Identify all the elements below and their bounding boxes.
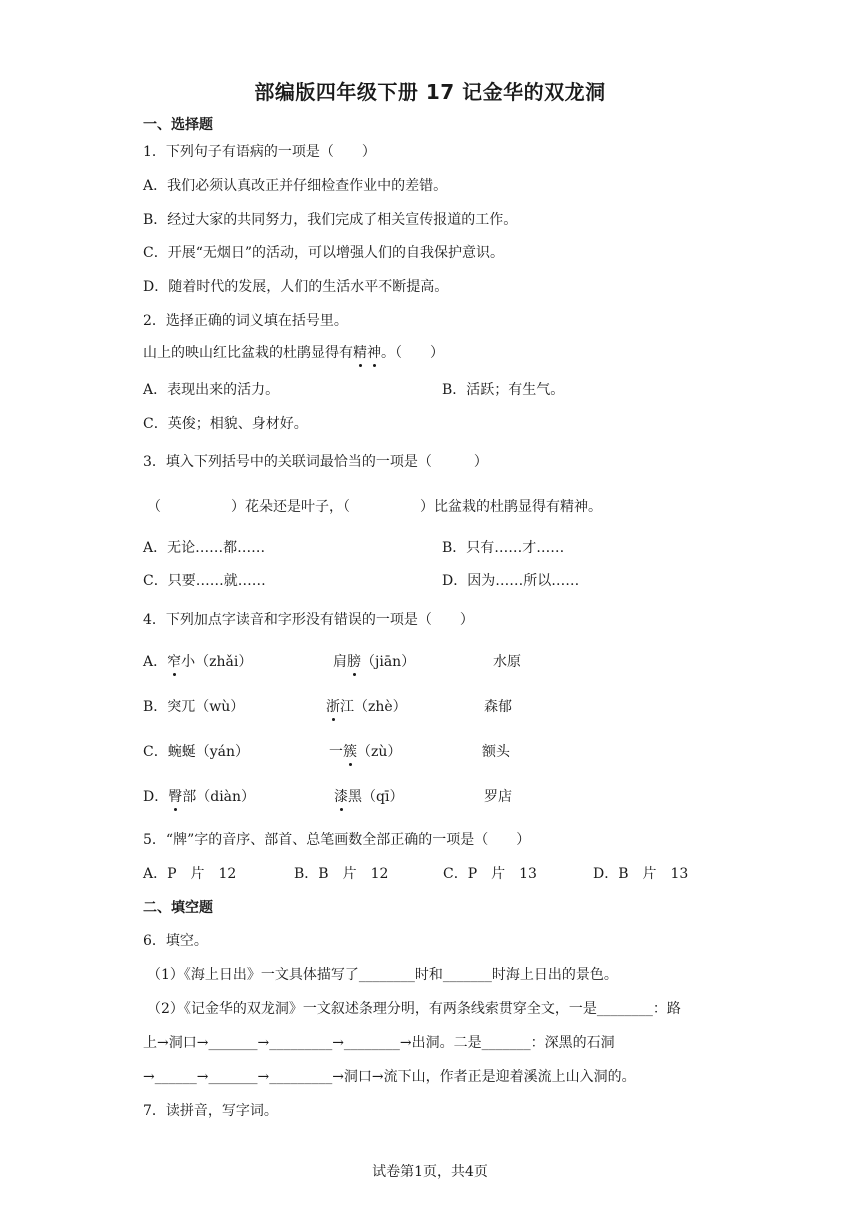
q4-row-d-word-2 xyxy=(334,786,403,806)
page-title: 部编版四年级下册 17 记金华的双龙洞 xyxy=(254,80,606,104)
q6-line-4: →______→_______→_________→洞口→流下山，作者正是迎着溪流上山入洞的。 xyxy=(143,1069,636,1085)
q4-word-1: 突兀（wù） xyxy=(167,699,245,715)
q4-row-c xyxy=(143,741,249,761)
q4-row-d xyxy=(143,786,255,806)
q2-sentence-pre: 山上的映山红比盆栽的杜鹃显得有 xyxy=(143,345,353,361)
q1-option-d: D．随着时代的发展，人们的生活水平不断提高。 xyxy=(143,279,449,295)
q5-option-d: D．B 片 13 xyxy=(593,866,689,882)
q3-option-b: B．只有……才…… xyxy=(442,540,565,556)
q3-option-d: D．因为……所以…… xyxy=(442,573,580,589)
q4-row-label: C． xyxy=(143,744,168,760)
q2-option-a: A．表现出来的活力。 xyxy=(143,382,280,398)
q2-dotted-char-2: 神 xyxy=(367,342,381,362)
q4-dotted-char: 膀 xyxy=(347,651,361,671)
q1-option-b: B．经过大家的共同努力，我们完成了相关宣传报道的工作。 xyxy=(143,212,518,228)
q4-word-1: 蜿蜒（yán） xyxy=(167,744,249,760)
q4-stem: 4．下列加点字读音和字形没有错误的一项是（ ） xyxy=(143,612,474,628)
q4-word-2-rest: （zù） xyxy=(357,744,402,760)
q4-row-c-word-3: 额头 xyxy=(482,744,510,760)
q4-word-2-rest: 黑（qī） xyxy=(348,789,404,805)
q3-option-a: A．无论……都…… xyxy=(143,540,266,556)
q1-stem: 1．下列句子有语病的一项是（ ） xyxy=(143,144,376,160)
q4-dotted-char: 漆 xyxy=(334,786,348,806)
q4-word-2-rest: 江（zhè） xyxy=(340,699,407,715)
q4-row-label: D． xyxy=(143,789,169,805)
q4-word-2-rest: （jiān） xyxy=(361,654,416,670)
q4-word-2-pre: 肩 xyxy=(333,654,347,670)
q2-sentence xyxy=(143,342,444,362)
q6-line-2: （2）《记金华的双龙洞》一文叙述条理分明，有两条线索贯穿全文，一是________：路 xyxy=(147,1001,681,1017)
q5-stem: 5．“牌”字的音序、部首、总笔画数全部正确的一项是（ ） xyxy=(143,832,531,848)
q6-line-1: （1）《海上日出》一文具体描写了________时和_______时海上日出的景色。 xyxy=(147,967,618,983)
q4-row-label: B． xyxy=(143,699,168,715)
q5-option-b: B．B 片 12 xyxy=(294,866,389,882)
q4-row-a xyxy=(143,651,252,671)
q4-dotted-char: 臀 xyxy=(168,786,182,806)
q4-row-label: A． xyxy=(143,654,168,670)
q4-row-c-word-2 xyxy=(329,741,401,761)
q4-row-b-word-2 xyxy=(326,696,407,716)
q3-option-c: C．只要……就…… xyxy=(143,573,266,589)
q4-dotted-char: 浙 xyxy=(326,696,340,716)
q4-word-2-pre: 一 xyxy=(329,744,343,760)
q6-stem: 6．填空。 xyxy=(143,933,208,949)
q2-sentence-post: 。（ ） xyxy=(381,345,444,361)
q5-option-a: A．P 片 12 xyxy=(143,866,237,882)
q7-stem: 7．读拼音，写字词。 xyxy=(143,1103,278,1119)
q2-stem: 2．选择正确的词义填在括号里。 xyxy=(143,313,348,329)
q4-row-b xyxy=(143,696,244,716)
q4-row-d-word-3: 罗店 xyxy=(484,789,512,805)
q4-word-1: 部（diàn） xyxy=(182,789,256,805)
q2-option-c: C．英俊；相貌、身材好。 xyxy=(143,416,308,432)
q3-sentence: （ ）花朵还是叶子，（ ）比盆栽的杜鹃显得有精神。 xyxy=(147,499,602,515)
q4-dotted-char: 簇 xyxy=(343,741,357,761)
q5-option-c: C．P 片 13 xyxy=(443,866,537,882)
q1-option-c: C．开展“无烟日”的活动，可以增强人们的自我保护意识。 xyxy=(143,245,505,261)
q4-row-a-word-3: 水原 xyxy=(493,654,521,670)
section-heading-choice: 一、选择题 xyxy=(143,117,213,133)
section-heading-fill: 二、填空题 xyxy=(143,900,213,916)
q6-line-3: 上→洞口→_______→_________→________→出洞。二是_______：深黑的石洞 xyxy=(143,1035,615,1051)
q2-dotted-char-1: 精 xyxy=(353,342,367,362)
q4-word-1: 小（zhǎi） xyxy=(181,654,253,670)
q4-row-a-word-2 xyxy=(333,651,415,671)
q1-option-a: A．我们必须认真改正并仔细检查作业中的差错。 xyxy=(143,178,448,194)
q2-option-b: B．活跃；有生气。 xyxy=(442,382,565,398)
q3-stem: 3．填入下列括号中的关联词最恰当的一项是（ ） xyxy=(143,454,488,470)
q4-row-b-word-3: 森郁 xyxy=(484,699,512,715)
page-footer: 试卷第1页，共4页 xyxy=(372,1164,488,1180)
q4-dotted-char: 窄 xyxy=(167,651,181,671)
